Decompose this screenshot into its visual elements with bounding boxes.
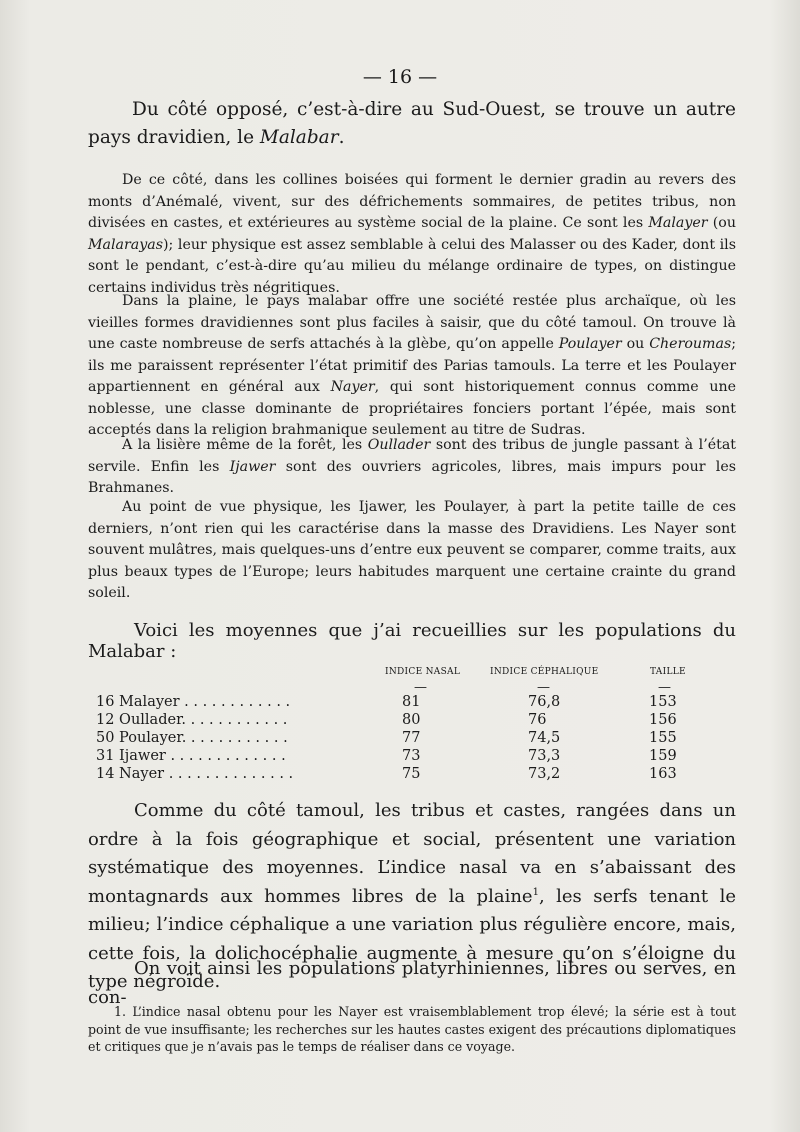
header-rule: — (414, 680, 427, 695)
cell-taille: 159 (649, 748, 677, 764)
row-label: 31 Ijawer . . . . . . . . . . . . . (96, 748, 286, 764)
paragraph-continuation: On voit ainsi les populations platyrhiniennes, libres ou serves, en con- (88, 958, 736, 1008)
paragraph-plaine: Dans la plaine, le pays malabar offre une société restée plus archaïque, où les vieilles formes dravidiennes sont plus faciles à saisir, que du côté tamoul. On trouve là une caste nombreuse de serfs attachés à la glèbe, qu’on appelle Poulayer ou Cheroumas; ils me paraissent représenter l’état primitif des Parias tamouls. La terre et les Poulayer appartiennent en général aux Nayer, qui sont historiquement connus comme une noblesse, une classe dominante de propriétaires fonciers portant l’épée, mais sont acceptés dans la religion brahmanique seulement au titre de Sudras. (88, 293, 737, 438)
cell-nasal: 81 (402, 694, 421, 710)
paragraph-oullader: A la lisière même de la forêt, les Oullader sont des tribus de jungle passant à l’état servile. Enfin les Ijawer sont des ouvriers agricoles, libres, mais impurs pour les Brahmanes. (88, 437, 736, 496)
cell-taille: 163 (649, 766, 677, 782)
header-indice-nasal: INDICE NASAL (385, 667, 461, 677)
cell-taille: 155 (649, 730, 677, 746)
header-taille: TAILLE (650, 667, 686, 677)
cell-nasal: 73 (402, 748, 421, 764)
paragraph-variation: Comme du côté tamoul, les tribus et castes, rangées dans un ordre à la fois géographique et social, présentent une variation systématique des moyennes. L’indice nasal va en s’abaissant des montagnards aux hommes libres de la plaine$^1$, les serfs tenant le milieu; l’indice céphalique a une variation plus régulière encore, mais, cette fois, la dolichocéphalie augmente à mesure qu’on s’éloigne du type négroïde. (88, 800, 736, 992)
cell-cephalique: 74,5 (528, 730, 561, 746)
header-rule: — (658, 680, 671, 695)
cell-taille: 156 (649, 712, 677, 728)
table-row (96, 730, 716, 747)
header-rule: — (537, 680, 550, 695)
cell-cephalique: 76 (528, 712, 547, 728)
header-indice-cephalique: INDICE CÉPHALIQUE (490, 667, 599, 677)
cell-cephalique: 73,3 (528, 748, 561, 764)
page-number: — 16 — (362, 66, 438, 88)
footnote-marker: 1 (532, 886, 539, 898)
table-row (96, 694, 716, 711)
cell-nasal: 75 (402, 766, 421, 782)
table-row (96, 748, 716, 765)
cell-nasal: 77 (402, 730, 421, 746)
row-label: 14 Nayer . . . . . . . . . . . . . . (96, 766, 294, 782)
cell-cephalique: 73,2 (528, 766, 561, 782)
cell-cephalique: 76,8 (528, 694, 561, 710)
row-label: 12 Oullader. . . . . . . . . . . . (96, 712, 288, 728)
intro-paragraph: Du côté opposé, c’est-à-dire au Sud-Ouest, se trouve un autre pays dravidien, le Malabar. (88, 99, 736, 148)
table-row (96, 712, 716, 729)
row-label: 50 Poulayer. . . . . . . . . . . . (96, 730, 288, 746)
cell-taille: 153 (649, 694, 677, 710)
table-intro: Voici les moyennes que j’ai recueillies sur les populations du Malabar : (88, 620, 736, 662)
cell-nasal: 80 (402, 712, 421, 728)
table-row (96, 766, 716, 783)
footnote: 1. L’indice nasal obtenu pour les Nayer est vraisemblablement trop élevé; la série est à tout point de vue insuffisante; les recherches sur les hautes castes exigent des précautions diplomatiques et critiques que je n’avais pas le temps de réaliser dans ce voyage. (88, 1004, 736, 1054)
paragraph-physique: Au point de vue physique, les Ijawer, les Poulayer, à part la petite taille de ces derniers, n’ont rien qui les caractérise dans la masse des Dravidiens. Les Nayer sont souvent mulâtres, mais quelques-uns d’entre eux peuvent se comparer, comme traits, aux plus beaux types de l’Europe; leurs habitudes marquent une certaine crainte du grand soleil. (88, 499, 736, 601)
row-label: 16 Malayer . . . . . . . . . . . . (96, 694, 291, 710)
paragraph-malayer: De ce côté, dans les collines boisées qui forment le dernier gradin au revers des monts d’Anémalé, vivent, sur des défrichements sommaires, de petites tribus, non divisées en castes, et extérieures au système social de la plaine. Ce sont les Malayer (ou Malarayas); leur physique est assez semblable à celui des Malasser ou des Kader, dont ils sont le pendant, c’est-à-dire qu’au milieu du mélange ordinaire de types, on distingue certains individus très négritiques. (88, 172, 736, 296)
